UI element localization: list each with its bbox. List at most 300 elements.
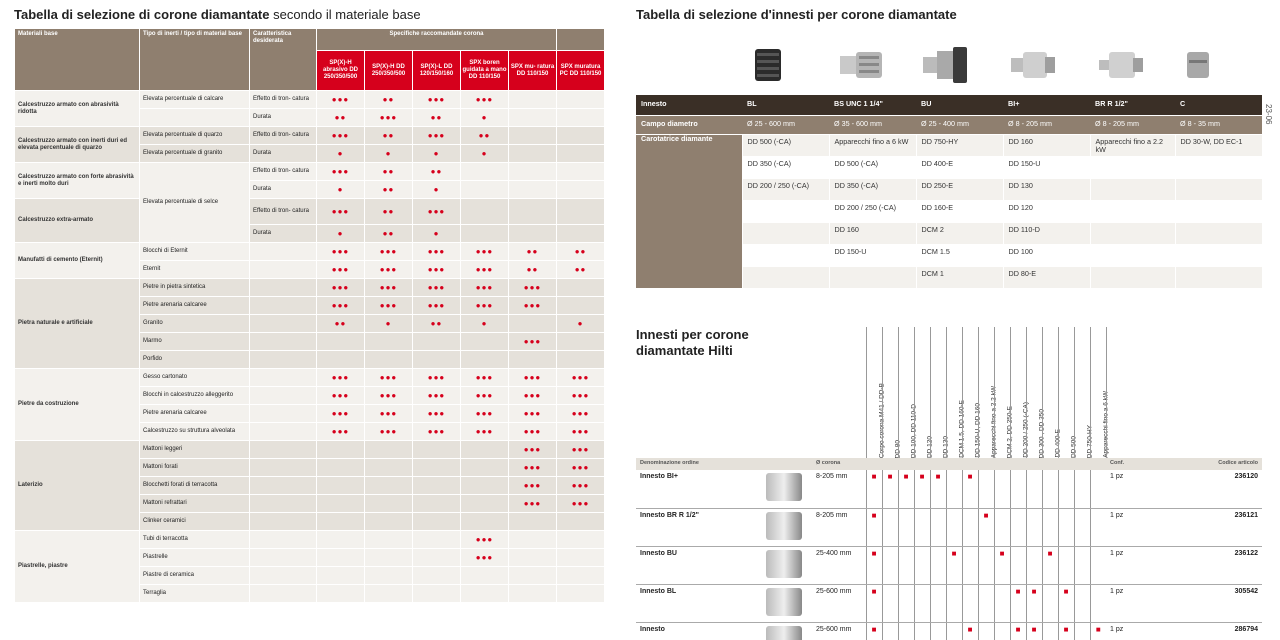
compat-mark: ■ [1042, 546, 1058, 584]
vertical-label: DD 500 [1070, 435, 1077, 458]
drill-value [1175, 222, 1262, 244]
rating-dots: ●● [365, 163, 413, 181]
rating-dots: ●●● [509, 405, 557, 423]
rating-dots [317, 549, 365, 567]
rating-dots: ● [317, 181, 365, 199]
inerti-cell: Mattoni leggeri [140, 441, 250, 459]
vertical-column-header [1090, 327, 1109, 458]
drill-value [829, 266, 916, 288]
caratteristica-cell [250, 531, 317, 549]
hilti-adapter-table [636, 458, 1262, 640]
inerti-cell [140, 109, 250, 127]
compat-mark [930, 546, 946, 584]
compat-mark: ■ [1026, 622, 1042, 640]
drill-value: DD 100 [1003, 244, 1090, 266]
table-row [15, 369, 605, 387]
compat-mark [994, 470, 1010, 508]
caratteristica-cell: Effetto di tron- catura [250, 127, 317, 145]
adapter-thumbnail [766, 588, 802, 616]
adapter-name: BL [742, 95, 829, 115]
rating-dots: ●● [365, 127, 413, 145]
rating-dots [365, 513, 413, 531]
rating-dots: ●● [557, 243, 605, 261]
drill-value [1090, 200, 1175, 222]
drill-value: DD 160 [829, 222, 916, 244]
rating-dots: ●●● [413, 127, 461, 145]
drill-value [1175, 200, 1262, 222]
adapter-name: BI+ [1003, 95, 1090, 115]
rating-dots [509, 163, 557, 181]
vertical-label: DCM 1.5, DD 160-E [958, 400, 965, 458]
caratteristica-cell [250, 351, 317, 369]
rating-dots: ●●● [365, 243, 413, 261]
rating-dots [365, 585, 413, 603]
drill-value: DD 120 [1003, 200, 1090, 222]
diameter-range: Ø 25 - 400 mm [916, 115, 1003, 134]
rating-dots [317, 495, 365, 513]
drill-value: DD 30-W, DD EC-1 [1175, 134, 1262, 156]
table-row [15, 199, 605, 225]
rating-dots: ●●● [557, 405, 605, 423]
rating-dots: ●●● [509, 387, 557, 405]
rating-dots [413, 585, 461, 603]
product-diameter: 8-205 mm [812, 508, 866, 546]
br-adapter-image [1096, 40, 1146, 90]
rating-dots: ●●● [461, 387, 509, 405]
vertical-column-header [946, 327, 965, 458]
rating-dots [509, 351, 557, 369]
rating-dots: ●● [413, 109, 461, 127]
inerti-cell: Gesso cartonato [140, 369, 250, 387]
compat-mark: ■ [1058, 622, 1074, 640]
drill-value [1175, 244, 1262, 266]
crown-header: SP(X)-H abrasivo DD 250/350/500 [317, 51, 365, 91]
rating-dots: ● [461, 109, 509, 127]
row-label: Carotatrice diamante [636, 134, 742, 288]
rating-dots: ●●● [557, 495, 605, 513]
inerti-cell: Elevata percentuale di quarzo [140, 127, 250, 145]
rating-dots [365, 459, 413, 477]
drill-value [1090, 156, 1175, 178]
compat-mark [1010, 508, 1026, 546]
caratteristica-cell: Durata [250, 145, 317, 163]
vertical-label: DD 300 , DD 350 [1038, 408, 1045, 458]
rating-dots: ●● [317, 315, 365, 333]
diameter-range: Ø 25 - 600 mm [742, 115, 829, 134]
product-name-text: Innesto BR R 1/2" [640, 511, 699, 519]
rating-dots [461, 199, 509, 225]
compat-mark: ■ [866, 584, 882, 622]
material-cell: Pietre da costruzione [15, 369, 140, 441]
drill-value: DD 200 / 250 (-CA) [742, 178, 829, 200]
compat-mark [1042, 508, 1058, 546]
compat-mark [882, 508, 898, 546]
rating-dots: ●●● [461, 423, 509, 441]
row-label: Campo diametro [636, 115, 742, 134]
rating-dots [461, 477, 509, 495]
diameter-range: Ø 8 - 35 mm [1175, 115, 1262, 134]
compat-mark [994, 584, 1010, 622]
header-blank [946, 458, 962, 470]
vertical-label: DD 100, DD 110-D [910, 403, 917, 458]
inerti-cell: Blocchetti forati di terracotta [140, 477, 250, 495]
compat-mark [1074, 546, 1090, 584]
rating-dots: ●●● [317, 369, 365, 387]
compat-mark: ■ [1010, 622, 1026, 640]
adapter-selection-table [636, 95, 1262, 289]
adapter-name: BR R 1/2" [1090, 95, 1175, 115]
compat-mark [914, 546, 930, 584]
rating-dots [557, 127, 605, 145]
compat-mark [1074, 508, 1090, 546]
rating-dots [365, 495, 413, 513]
drill-value [742, 222, 829, 244]
inerti-cell: Blocchi di Eternit [140, 243, 250, 261]
compat-mark [978, 546, 994, 584]
right-title: Tabella di selezione d'innesti per corone diamantate [636, 7, 957, 22]
rating-dots [413, 351, 461, 369]
rating-dots: ●●● [413, 91, 461, 109]
rating-dots: ●●● [557, 369, 605, 387]
product-row [636, 622, 1262, 640]
rating-dots: ●●● [509, 459, 557, 477]
rating-dots: ●●● [413, 279, 461, 297]
vertical-column-header [882, 327, 901, 458]
rating-dots: ●●● [365, 369, 413, 387]
product-row [636, 584, 1262, 622]
rating-dots [557, 513, 605, 531]
table-row [15, 127, 605, 145]
rating-dots [317, 585, 365, 603]
material-cell: Laterizio [15, 441, 140, 531]
vertical-column-header [1026, 327, 1045, 458]
product-name-text: Innesto BL [640, 587, 677, 595]
rating-dots: ● [557, 315, 605, 333]
material-cell: Calcestruzzo armato con inerti duri ed elevata percentuale di quarzo [15, 127, 140, 163]
vertical-label: Apparecchi fino a 2.2 kW [990, 385, 997, 458]
adapter-thumbnail [766, 512, 802, 540]
compat-mark: ■ [866, 622, 882, 640]
table-row [15, 91, 605, 109]
vertical-label: DD 400-E [1054, 429, 1061, 458]
diameter-range: Ø 35 - 600 mm [829, 115, 916, 134]
compat-mark [898, 584, 914, 622]
rating-dots: ●● [413, 163, 461, 181]
drill-value: DD 130 [1003, 178, 1090, 200]
caratteristica-cell [250, 369, 317, 387]
rating-dots: ●●● [413, 261, 461, 279]
caratteristica-cell: Effetto di tron- catura [250, 199, 317, 225]
caratteristica-cell: Durata [250, 225, 317, 243]
drill-value [742, 200, 829, 222]
vertical-label: Corpo corona M41 / DD-B [878, 382, 885, 458]
vertical-column-header [898, 327, 917, 458]
rating-dots [509, 567, 557, 585]
rating-dots: ●● [365, 199, 413, 225]
header-diam: Ø corona [812, 458, 866, 470]
adapter-thumbnail [766, 473, 802, 501]
product-name [636, 584, 812, 622]
product-conf: 1 pz [1106, 584, 1168, 622]
rating-dots: ●●● [461, 297, 509, 315]
vertical-column-header [1074, 327, 1093, 458]
rating-dots [557, 549, 605, 567]
drill-value [742, 266, 829, 288]
product-code: 236122 [1168, 546, 1262, 584]
drill-row [636, 134, 1262, 156]
rating-dots: ● [365, 315, 413, 333]
caratteristica-cell [250, 279, 317, 297]
compat-mark [1090, 584, 1106, 622]
inerti-cell: Pietre arenaria calcaree [140, 297, 250, 315]
drill-value: DD 160 [1003, 134, 1090, 156]
product-conf: 1 pz [1106, 546, 1168, 584]
header-blank [866, 458, 882, 470]
compat-mark: ■ [1010, 584, 1026, 622]
inerti-cell: Elevata percentuale di calcare [140, 91, 250, 109]
vertical-label: DD 150-U, DD 160 [974, 403, 981, 458]
rating-dots: ●●● [317, 91, 365, 109]
page-number: 23-06 [1264, 104, 1273, 125]
compat-mark [978, 470, 994, 508]
compat-mark [962, 508, 978, 546]
row-label: Innesto [636, 95, 742, 115]
rating-dots: ●●● [317, 163, 365, 181]
vertical-label: DD 80 [894, 439, 901, 458]
drill-value: DD 500 (-CA) [742, 134, 829, 156]
header-blank [1074, 458, 1090, 470]
bs-unc-adapter-image [836, 40, 886, 90]
diameter-range: Ø 8 - 205 mm [1090, 115, 1175, 134]
rating-dots: ● [461, 315, 509, 333]
compat-mark [1090, 470, 1106, 508]
c-adapter-image [1180, 40, 1216, 90]
product-code: 305542 [1168, 584, 1262, 622]
compat-mark [962, 584, 978, 622]
rating-dots [317, 567, 365, 585]
diameter-row [636, 115, 1262, 134]
vertical-label: DD 200 / 250 (-CA) [1022, 402, 1029, 458]
rating-dots [317, 531, 365, 549]
drill-value: DCM 1.5 [916, 244, 1003, 266]
drill-value: DCM 2 [916, 222, 1003, 244]
compat-mark [914, 584, 930, 622]
header-spec: Specifiche raccomandate corona [317, 29, 557, 51]
compat-mark: ■ [882, 470, 898, 508]
header-blank [898, 458, 914, 470]
rating-dots [557, 531, 605, 549]
rating-dots [461, 567, 509, 585]
vertical-column-header [978, 327, 997, 458]
rating-dots [413, 495, 461, 513]
rating-dots: ●●● [413, 405, 461, 423]
inerti-cell: Mattoni refrattari [140, 495, 250, 513]
rating-dots [557, 225, 605, 243]
compat-mark: ■ [994, 546, 1010, 584]
rating-dots [557, 585, 605, 603]
caratteristica-cell [250, 567, 317, 585]
rating-dots: ●●● [317, 423, 365, 441]
drill-value: DD 160-E [916, 200, 1003, 222]
caratteristica-cell [250, 549, 317, 567]
rating-dots: ●●● [365, 423, 413, 441]
product-name-text: Innesto [640, 625, 665, 633]
rating-dots [509, 91, 557, 109]
rating-dots: ●●● [317, 199, 365, 225]
adapter-name-row [636, 95, 1262, 115]
rating-dots [509, 585, 557, 603]
inerti-cell: Clinker ceramici [140, 513, 250, 531]
product-name [636, 508, 812, 546]
rating-dots: ●●● [317, 297, 365, 315]
rating-dots [413, 567, 461, 585]
rating-dots [509, 145, 557, 163]
rating-dots: ● [461, 145, 509, 163]
vertical-column-header [1042, 327, 1061, 458]
drill-value: DD 200 / 250 (-CA) [829, 200, 916, 222]
rating-dots [461, 351, 509, 369]
drill-value [1090, 178, 1175, 200]
vertical-label: DD 130 [942, 435, 949, 458]
compat-mark [978, 622, 994, 640]
rating-dots [509, 315, 557, 333]
drill-value [1175, 156, 1262, 178]
rating-dots: ●●● [365, 405, 413, 423]
vertical-column-header [1058, 327, 1077, 458]
rating-dots [365, 477, 413, 495]
product-conf: 1 pz [1106, 470, 1168, 508]
header-conf: Conf. [1106, 458, 1168, 470]
rating-dots [557, 199, 605, 225]
rating-dots: ●● [461, 127, 509, 145]
rating-dots: ●● [557, 261, 605, 279]
drill-value: DD 400-E [916, 156, 1003, 178]
rating-dots: ●●● [557, 459, 605, 477]
compat-mark: ■ [866, 546, 882, 584]
rating-dots [509, 127, 557, 145]
header-blank [962, 458, 978, 470]
drill-value: DCM 1 [916, 266, 1003, 288]
crown-header: SPX mu- ratura DD 110/150 [509, 51, 557, 91]
rating-dots: ●●● [461, 531, 509, 549]
compat-mark [994, 508, 1010, 546]
rating-dots: ●●● [317, 261, 365, 279]
product-row [636, 546, 1262, 584]
rating-dots: ●● [365, 91, 413, 109]
caratteristica-cell [250, 441, 317, 459]
rating-dots [509, 181, 557, 199]
rating-dots: ●●● [317, 387, 365, 405]
drill-value: DD 150-U [829, 244, 916, 266]
compat-mark: ■ [1026, 584, 1042, 622]
vertical-column-header [962, 327, 981, 458]
rating-dots: ●●● [461, 369, 509, 387]
header-name: Denominazione ordine [636, 458, 812, 470]
drill-value [1090, 222, 1175, 244]
rating-dots [509, 109, 557, 127]
header-blank [978, 458, 994, 470]
compat-mark [994, 622, 1010, 640]
rating-dots: ●● [509, 261, 557, 279]
compat-mark [914, 622, 930, 640]
caratteristica-cell [250, 585, 317, 603]
adapter-thumbnail [766, 626, 802, 640]
caratteristica-cell [250, 297, 317, 315]
rating-dots: ●●● [413, 199, 461, 225]
caratteristica-cell: Effetto di tron- catura [250, 91, 317, 109]
rating-dots: ●●● [461, 261, 509, 279]
caratteristica-cell [250, 261, 317, 279]
compat-mark [1026, 508, 1042, 546]
adapter-name: C [1175, 95, 1262, 115]
rating-dots [557, 145, 605, 163]
table-header [636, 458, 1262, 470]
product-diameter: 25-400 mm [812, 546, 866, 584]
compat-mark [898, 546, 914, 584]
rating-dots: ● [413, 181, 461, 199]
product-conf: 1 pz [1106, 622, 1168, 640]
rating-dots [413, 513, 461, 531]
compat-mark [898, 508, 914, 546]
rating-dots [557, 279, 605, 297]
compat-mark [882, 546, 898, 584]
rating-dots: ●●● [557, 423, 605, 441]
rating-dots: ●●● [461, 91, 509, 109]
rating-dots: ●●● [509, 495, 557, 513]
rating-dots [413, 477, 461, 495]
rating-dots: ●●● [557, 441, 605, 459]
rating-dots [317, 477, 365, 495]
compat-mark [1090, 508, 1106, 546]
compat-mark [1090, 546, 1106, 584]
rating-dots: ●●● [461, 243, 509, 261]
header-material: Materiali base [15, 29, 140, 91]
rating-dots [461, 441, 509, 459]
rating-dots [461, 459, 509, 477]
header-blank [930, 458, 946, 470]
header-caratteristica: Caratteristica desiderata [250, 29, 317, 91]
drill-value: DD 500 (-CA) [829, 156, 916, 178]
compat-mark: ■ [898, 470, 914, 508]
rating-dots [365, 531, 413, 549]
rating-dots: ● [413, 145, 461, 163]
inerti-cell: Pietre in pietra sintetica [140, 279, 250, 297]
rating-dots: ● [317, 145, 365, 163]
product-name-text: Innesto BU [640, 549, 677, 557]
rating-dots [365, 441, 413, 459]
inerti-cell: Blocchi in calcestruzzo alleggerito [140, 387, 250, 405]
rating-dots [509, 513, 557, 531]
header-blank [914, 458, 930, 470]
compat-mark [1010, 546, 1026, 584]
product-code: 236121 [1168, 508, 1262, 546]
product-diameter: 25-600 mm [812, 584, 866, 622]
drill-value: DD 250-E [916, 178, 1003, 200]
inerti-cell: Tubi di terracotta [140, 531, 250, 549]
inerti-cell: Piastre di ceramica [140, 567, 250, 585]
rating-dots [317, 351, 365, 369]
diameter-range: Ø 8 - 205 mm [1003, 115, 1090, 134]
rating-dots [461, 495, 509, 513]
product-diameter: 8-205 mm [812, 470, 866, 508]
rating-dots: ●●● [413, 423, 461, 441]
rating-dots: ●●● [365, 387, 413, 405]
caratteristica-cell [250, 459, 317, 477]
rating-dots: ●●● [413, 369, 461, 387]
rating-dots [557, 163, 605, 181]
rating-dots [317, 441, 365, 459]
material-cell: Calcestruzzo armato con forte abrasività e inerti molto duri [15, 163, 140, 199]
